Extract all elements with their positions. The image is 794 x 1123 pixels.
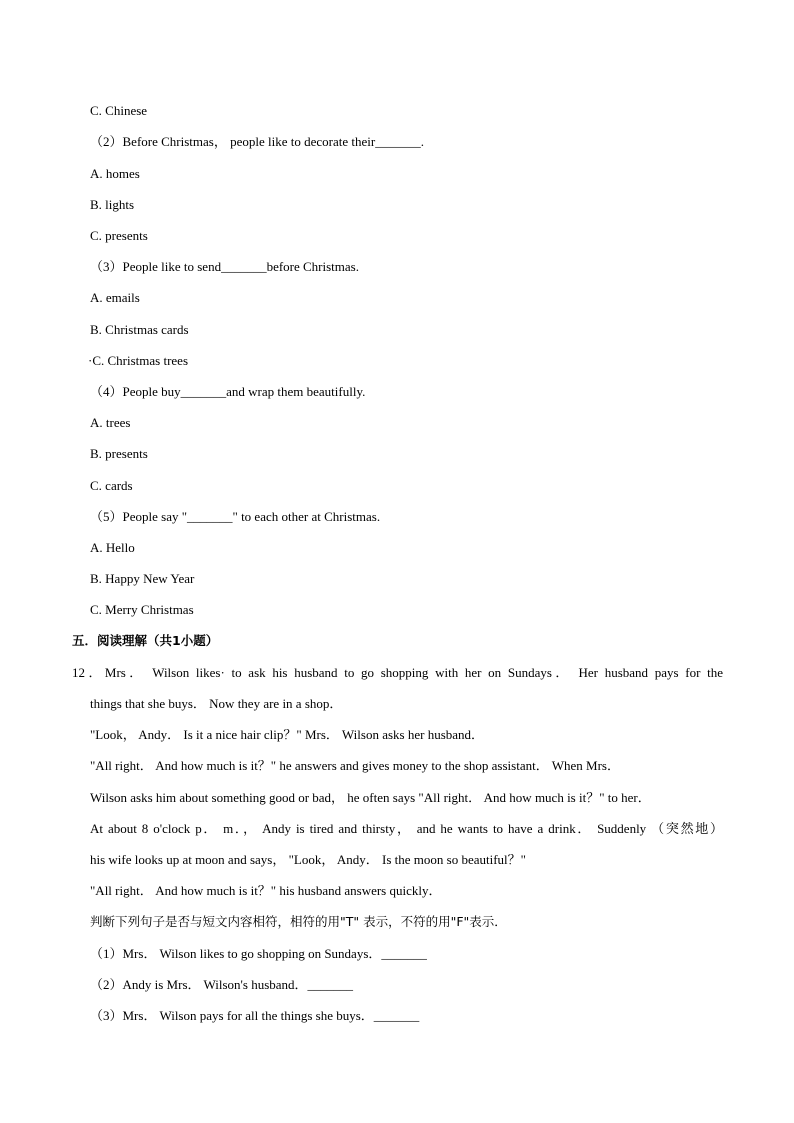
passage-line-1: 12．Mrs． Wilson likes· to ask his husband to go shopping with her on Sundays． Her husband pays for the: [72, 665, 723, 680]
q3-option-b: B. Christmas cards: [90, 322, 189, 337]
passage-line-8: "All right． And how much is it？" his husband answers quickly．: [90, 883, 442, 898]
q4-option-c: C. cards: [90, 478, 133, 493]
instruction-text: 判断下列句子是否与短文内容相符，相符的用"T" 表示，不符的用"F"表示．: [90, 914, 507, 929]
tf-statement-3: （3）Mrs． Wilson pays for all the things she buys．_______: [90, 1008, 420, 1023]
question-5: （5）People say "_______" to each other at Christmas.: [90, 509, 381, 524]
question-4: （4）People buy_______and wrap them beautifully.: [90, 384, 366, 399]
q5-option-c: C. Merry Christmas: [90, 602, 194, 617]
q1-option-c: C. Chinese: [90, 103, 148, 118]
q2-option-a: A. homes: [90, 166, 140, 181]
passage-line-2: things that she buys． Now they are in a shop．: [90, 696, 343, 711]
question-2: （2）Before Christmas， people like to decorate their_______.: [90, 134, 424, 149]
q3-option-c: ·C. Christmas trees: [88, 353, 189, 368]
passage-line-6: At about 8 o'clock p． m．， Andy is tired and thirsty， and he wants to have a drink． Suddenly （突然地）: [90, 821, 723, 836]
q5-option-b: B. Happy New Year: [90, 571, 195, 586]
question-3: （3）People like to send_______before Christmas.: [90, 259, 359, 274]
q2-option-c: C. presents: [90, 228, 148, 243]
section-heading-reading: 五．阅读理解（共1小题）: [72, 633, 219, 648]
q2-option-b: B. lights: [90, 197, 135, 212]
tf-statement-1: （1）Mrs． Wilson likes to go shopping on Sundays．_______: [90, 946, 427, 961]
passage-line-5: Wilson asks him about something good or bad， he often says "All right． And how much is it？" to her．: [90, 790, 651, 805]
q3-option-a: A. emails: [90, 290, 140, 305]
tf-statement-2: （2）Andy is Mrs． Wilson's husband．_______: [90, 977, 354, 992]
q4-option-b: B. presents: [90, 446, 148, 461]
passage-line-3: "Look， Andy． Is it a nice hair clip？" Mrs． Wilson asks her husband．: [90, 727, 485, 742]
q4-option-a: A. trees: [90, 415, 131, 430]
passage-line-7: his wife looks up at moon and says， "Look， Andy． Is the moon so beautiful？": [90, 852, 526, 867]
passage-line-4: "All right． And how much is it？" he answers and gives money to the shop assistant． When Mrs．: [90, 758, 620, 773]
q5-option-a: A. Hello: [90, 540, 135, 555]
